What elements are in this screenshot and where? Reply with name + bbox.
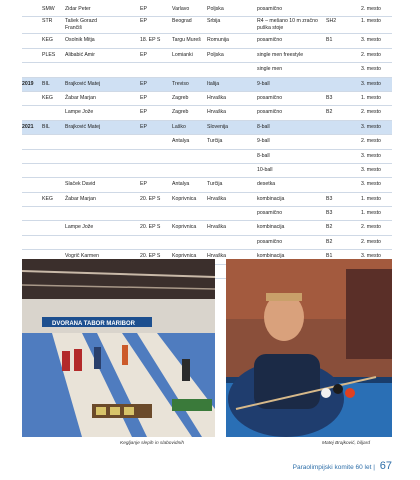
cell-place: Lomianki — [172, 51, 193, 58]
cell-discipline: posamično — [257, 109, 283, 116]
cell-name: Osolnik Mitja — [65, 37, 95, 44]
cell-year: 2019 — [22, 80, 34, 87]
cell-year: 2021 — [22, 123, 34, 130]
cell-place: Koprivnica — [172, 253, 197, 260]
cell-cls: B2 — [326, 109, 333, 116]
bowling-hall-image — [22, 259, 215, 437]
billiard-player-image — [226, 259, 392, 437]
cell-name: Brajković Matej — [65, 123, 101, 130]
cell-discipline: posamično — [257, 210, 283, 217]
cell-result: 3. mesto — [361, 152, 381, 159]
cell-name: Slaček David — [65, 181, 96, 188]
cell-name: Žabar Marjan — [65, 94, 96, 101]
page-number: 67 — [379, 460, 392, 472]
cell-result: 1. mesto — [361, 195, 381, 202]
cell-discipline: R4 – mešano 10 m zračno puška stoje — [257, 18, 318, 32]
cell-result: 3. mesto — [361, 37, 381, 44]
cell-discipline: posamično — [257, 238, 283, 245]
table-row — [22, 150, 392, 164]
cell-discipline: kombinacija — [257, 195, 285, 202]
cell-country: Hrvaška — [207, 195, 227, 202]
page-footer — [293, 460, 392, 472]
table-row — [22, 193, 392, 207]
cell-result: 1. mesto — [361, 18, 381, 25]
cell-discipline: desetka — [257, 181, 276, 188]
cell-place: Koprivnica — [172, 224, 197, 231]
left-photo-caption: Kegljanje slepih in slabovidnih — [120, 441, 185, 446]
cell-result: 3. mesto — [361, 166, 381, 173]
cell-cat: EP — [140, 18, 147, 25]
cell-discipline: 9-ball — [257, 80, 270, 87]
cell-result: 2. mesto — [361, 109, 381, 116]
cell-place: Antalya — [172, 181, 190, 188]
cell-code: BIL — [42, 123, 50, 130]
cell-code: PLES — [42, 51, 56, 58]
table-row — [22, 178, 392, 192]
cell-discipline: single men freestyle — [257, 51, 304, 58]
cell-place: Targu Mureš — [172, 37, 201, 44]
cell-result: 3. mesto — [361, 123, 381, 130]
cell-cls: B3 — [326, 94, 333, 101]
cell-discipline: 9-ball — [257, 138, 270, 145]
cell-result: 3. mesto — [361, 253, 381, 260]
table-row — [22, 207, 392, 221]
cell-name: Lampe Jože — [65, 224, 94, 231]
cell-cls: B2 — [326, 238, 333, 245]
cell-result: 3. mesto — [361, 181, 381, 188]
cell-code: KEG — [42, 94, 53, 101]
cell-discipline: 8-ball — [257, 123, 270, 130]
cell-place: Antalya — [172, 138, 190, 145]
cell-discipline: single men — [257, 66, 283, 73]
cell-country: Poljska — [207, 6, 224, 12]
table-row — [22, 3, 392, 17]
cell-cat: EP — [140, 109, 147, 116]
cell-code: KEG — [42, 195, 53, 202]
cell-cls: B1 — [326, 37, 333, 44]
cell-result: 2. mesto — [361, 238, 381, 245]
cell-country: Italija — [207, 80, 220, 87]
cell-code: SMW — [42, 6, 55, 12]
table-row — [22, 17, 392, 34]
table-row — [22, 236, 392, 250]
hall-sign: DVORANA TABOR MARIBOR — [52, 321, 135, 327]
cell-name: Alibabić Amir — [65, 51, 95, 58]
cell-cat: 20. EP S — [140, 195, 161, 202]
cell-cat: EP — [140, 51, 147, 58]
cell-country: Hrvaška — [207, 253, 227, 260]
cell-name: Žabar Marjan — [65, 195, 96, 202]
cell-place: Koprivnica — [172, 195, 197, 202]
cell-cls: B3 — [326, 210, 333, 217]
results-table — [22, 3, 392, 279]
cell-discipline: kombinacija — [257, 224, 285, 231]
cell-cat: EP — [140, 123, 147, 130]
footer-text: Paraolimpijski komite 60 let — [292, 464, 372, 471]
cell-cat: EP — [140, 80, 147, 87]
cell-cat: EP — [140, 94, 147, 101]
cell-result: 2. mesto — [361, 138, 381, 145]
cell-name: Lampe Jože — [65, 109, 94, 116]
cell-cat: EP — [140, 181, 147, 188]
cell-country: Turčija — [207, 138, 223, 145]
cell-discipline: 8-ball — [257, 152, 270, 159]
photo-bowling-hall — [22, 259, 215, 437]
cell-place: Beograd — [172, 18, 192, 25]
cell-code: BIL — [42, 80, 50, 87]
table-row — [22, 78, 392, 92]
cell-cls: B1 — [326, 253, 333, 260]
cell-country: Turčija — [207, 181, 223, 188]
cell-country: Romunija — [207, 37, 229, 44]
cell-discipline: kombinacija — [257, 253, 285, 260]
table-row — [22, 164, 392, 178]
table-row — [22, 121, 392, 135]
cell-cls: SH2 — [326, 18, 337, 25]
table-row — [22, 106, 392, 120]
cell-country: Poljska — [207, 51, 224, 58]
cell-country: Slovenija — [207, 123, 229, 130]
table-row — [22, 92, 392, 106]
table-row — [22, 135, 392, 149]
cell-cat: 20. EP S — [140, 253, 161, 260]
cell-name: Brajković Matej — [65, 80, 101, 87]
cell-country: Srbija — [207, 18, 221, 25]
cell-country: Hrvaška — [207, 109, 227, 116]
cell-place: Zagreb — [172, 94, 189, 101]
cell-result: 1. mesto — [361, 210, 381, 217]
cell-result: 2. mesto — [361, 51, 381, 58]
cell-cat: EP — [140, 6, 147, 12]
cell-discipline: posamično — [257, 6, 283, 12]
cell-result: 2. mesto — [361, 224, 381, 231]
cell-code: KEG — [42, 37, 53, 44]
cell-cat: 18. EP S — [140, 37, 161, 44]
cell-code: STR — [42, 18, 53, 25]
cell-result: 3. mesto — [361, 66, 381, 73]
cell-cls: B3 — [326, 195, 333, 202]
cell-discipline: posamično — [257, 37, 283, 44]
cell-place: Treviso — [172, 80, 189, 87]
cell-name: Tašek Gorazd Frančiš — [65, 18, 98, 32]
cell-country: Hrvaška — [207, 224, 227, 231]
cell-name: Vogrič Karmen — [65, 253, 100, 260]
cell-place: Laško — [172, 123, 186, 130]
cell-country: Hrvaška — [207, 94, 227, 101]
cell-discipline: posamično — [257, 94, 283, 101]
cell-name: Zidar Peter — [65, 6, 91, 12]
cell-place: Varlavo — [172, 6, 190, 12]
cell-result: 1. mesto — [361, 94, 381, 101]
cell-cat: 20. EP S — [140, 224, 161, 231]
photo-billiard-player — [226, 259, 392, 437]
cell-discipline: 10-ball — [257, 166, 273, 173]
table-row — [22, 34, 392, 48]
table-row — [22, 49, 392, 63]
table-row — [22, 63, 392, 77]
cell-result: 3. mesto — [361, 80, 381, 87]
table-row — [22, 221, 392, 235]
right-photo-caption: Matej Brajković, biljard — [322, 441, 370, 446]
cell-result: 2. mesto — [361, 6, 381, 12]
cell-cls: B2 — [326, 224, 333, 231]
cell-place: Zagreb — [172, 109, 189, 116]
footer-divider: | — [373, 464, 375, 471]
